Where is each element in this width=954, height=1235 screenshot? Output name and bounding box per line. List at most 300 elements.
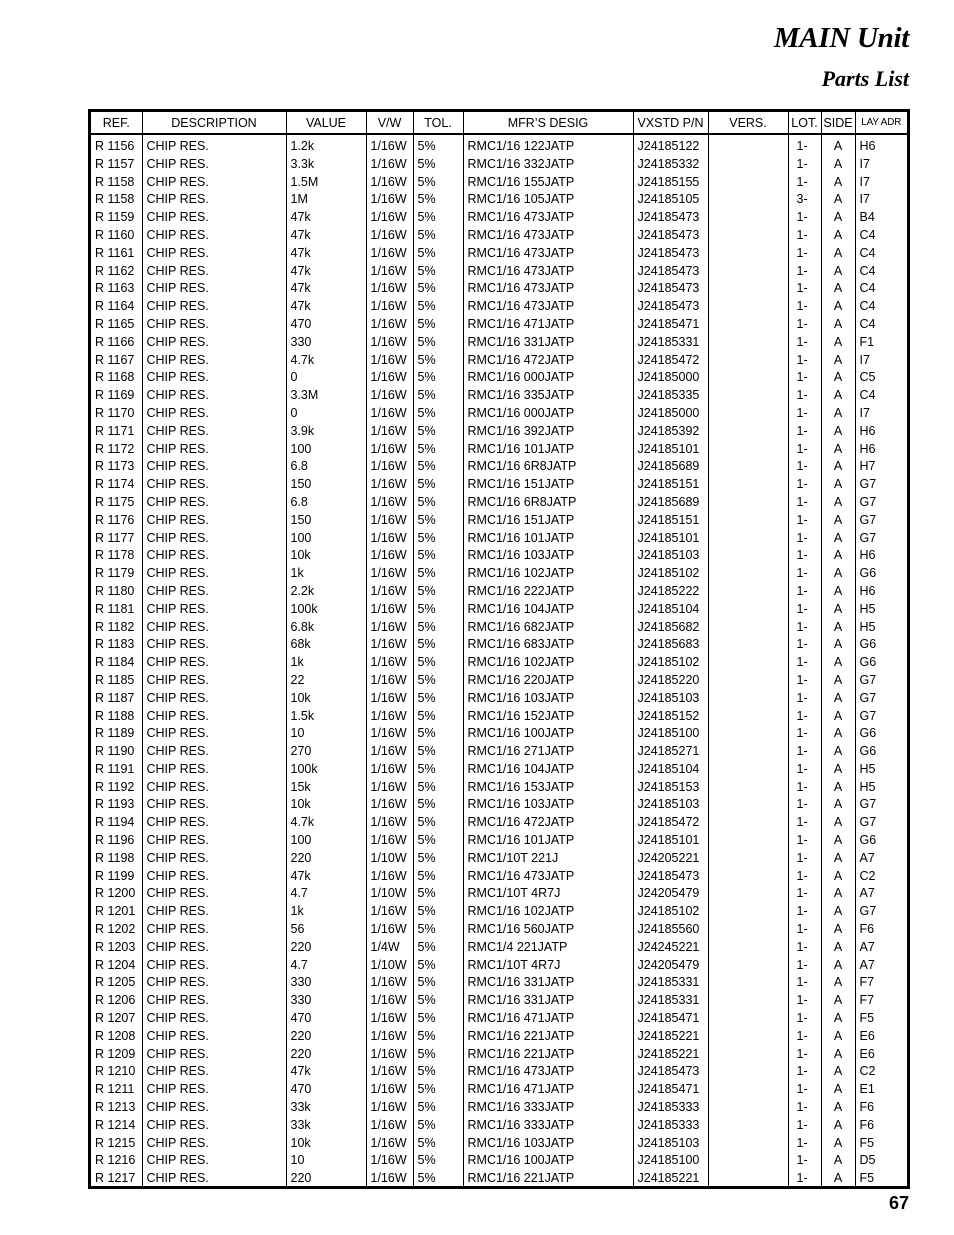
ref-cell: R 1205 bbox=[95, 975, 136, 990]
vw-cell: 1/16W bbox=[366, 814, 413, 832]
lay-adr-cell: F7 bbox=[855, 974, 907, 992]
value-cell: 100k bbox=[286, 761, 366, 779]
mfr-desig-cell: RMC1/16 153JATP bbox=[463, 779, 633, 797]
mfr-desig-cell: RMC1/16 101JATP bbox=[463, 832, 633, 850]
description-cell: CHIP RES. bbox=[142, 636, 286, 654]
ref-cell: R 1203 bbox=[95, 939, 136, 954]
side-cell: A bbox=[821, 405, 855, 423]
vw-cell: 1/16W bbox=[366, 565, 413, 583]
side-cell: A bbox=[821, 1117, 855, 1135]
value-cell: 56 bbox=[286, 921, 366, 939]
vw-cell: 1/16W bbox=[366, 832, 413, 850]
lay-adr-cell: H7 bbox=[855, 458, 907, 476]
vers-cell bbox=[708, 761, 788, 779]
mfr-desig-cell: RMC1/16 221JATP bbox=[463, 1028, 633, 1046]
lot-cell: 1- bbox=[788, 245, 821, 263]
side-cell: A bbox=[821, 156, 855, 174]
side-cell: A bbox=[821, 708, 855, 726]
mfr-desig-cell: RMC1/16 000JATP bbox=[463, 405, 633, 423]
vxstd-pn-cell: J24185471 bbox=[633, 316, 708, 334]
vers-cell bbox=[708, 530, 788, 548]
mfr-desig-cell: RMC1/16 473JATP bbox=[463, 298, 633, 316]
value-cell: 470 bbox=[286, 1010, 366, 1028]
vers-cell bbox=[708, 1099, 788, 1117]
lot-cell: 1- bbox=[788, 868, 821, 886]
ref-cell: R 1159 bbox=[95, 210, 135, 225]
mfr-desig-cell: RMC1/16 682JATP bbox=[463, 619, 633, 637]
vw-cell: 1/16W bbox=[366, 725, 413, 743]
column-header-vxstd-pn: VXSTD P/N bbox=[633, 112, 708, 134]
value-cell: 47k bbox=[286, 868, 366, 886]
value-cell: 47k bbox=[286, 263, 366, 281]
ref-cell: R 1169 bbox=[95, 388, 135, 403]
lay-adr-cell: F6 bbox=[855, 1117, 907, 1135]
vers-cell bbox=[708, 458, 788, 476]
side-cell: A bbox=[821, 316, 855, 334]
tol-cell: 5% bbox=[413, 708, 463, 726]
vxstd-pn-cell: J24185101 bbox=[633, 530, 708, 548]
tol-cell: 5% bbox=[413, 814, 463, 832]
mfr-desig-cell: RMC1/16 473JATP bbox=[463, 1063, 633, 1081]
vw-cell: 1/16W bbox=[366, 245, 413, 263]
ref-cell: R 1162 bbox=[95, 263, 135, 278]
vxstd-pn-cell: J24185104 bbox=[633, 601, 708, 619]
tol-cell: 5% bbox=[413, 636, 463, 654]
value-cell: 220 bbox=[286, 1046, 366, 1064]
side-cell: A bbox=[821, 298, 855, 316]
lot-cell: 1- bbox=[788, 636, 821, 654]
tol-cell: 5% bbox=[413, 619, 463, 637]
vw-cell: 1/16W bbox=[366, 369, 413, 387]
column-header-mfr-desig: MFR’S DESIG bbox=[463, 112, 633, 134]
mfr-desig-cell: RMC1/16 151JATP bbox=[463, 512, 633, 530]
side-cell: A bbox=[821, 903, 855, 921]
vers-cell bbox=[708, 369, 788, 387]
description-cell: CHIP RES. bbox=[142, 583, 286, 601]
value-cell: 3.3k bbox=[286, 156, 366, 174]
lot-cell: 1- bbox=[788, 690, 821, 708]
mfr-desig-cell: RMC1/10T 4R7J bbox=[463, 957, 633, 975]
vw-cell: 1/16W bbox=[366, 974, 413, 992]
vxstd-pn-cell: J24185471 bbox=[633, 1010, 708, 1028]
side-cell: A bbox=[821, 174, 855, 192]
table-row bbox=[91, 280, 907, 298]
column-header-lot: LOT. bbox=[788, 112, 821, 134]
vxstd-pn-cell: J24185221 bbox=[633, 1170, 708, 1188]
mfr-desig-cell: RMC1/16 473JATP bbox=[463, 263, 633, 281]
column-header-value: VALUE bbox=[286, 112, 366, 134]
mfr-desig-cell: RMC1/10T 221J bbox=[463, 850, 633, 868]
value-cell: 6.8 bbox=[286, 458, 366, 476]
vers-cell bbox=[708, 209, 788, 227]
ref-cell: R 1200 bbox=[95, 886, 136, 901]
mfr-desig-cell: RMC1/16 221JATP bbox=[463, 1170, 633, 1188]
description-cell: CHIP RES. bbox=[142, 316, 286, 334]
vw-cell: 1/16W bbox=[366, 423, 413, 441]
value-cell: 220 bbox=[286, 1170, 366, 1188]
table-row bbox=[91, 209, 907, 227]
vxstd-pn-cell: J24185333 bbox=[633, 1099, 708, 1117]
lay-adr-cell: H6 bbox=[855, 423, 907, 441]
vw-cell: 1/16W bbox=[366, 405, 413, 423]
vxstd-pn-cell: J24185151 bbox=[633, 476, 708, 494]
value-cell: 330 bbox=[286, 974, 366, 992]
vers-cell bbox=[708, 672, 788, 690]
column-header-lay-adr: LAY ADR bbox=[855, 112, 907, 134]
value-cell: 15k bbox=[286, 779, 366, 797]
mfr-desig-cell: RMC1/16 472JATP bbox=[463, 352, 633, 370]
vers-cell bbox=[708, 921, 788, 939]
vers-cell bbox=[708, 1170, 788, 1188]
description-cell: CHIP RES. bbox=[142, 547, 286, 565]
tol-cell: 5% bbox=[413, 1063, 463, 1081]
lay-adr-cell: G7 bbox=[855, 672, 907, 690]
mfr-desig-cell: RMC1/16 560JATP bbox=[463, 921, 633, 939]
ref-cell: R 1189 bbox=[95, 726, 135, 741]
vw-cell: 1/16W bbox=[366, 1152, 413, 1170]
side-cell: A bbox=[821, 334, 855, 352]
description-cell: CHIP RES. bbox=[142, 885, 286, 903]
side-cell: A bbox=[821, 512, 855, 530]
mfr-desig-cell: RMC1/16 100JATP bbox=[463, 1152, 633, 1170]
lay-adr-cell: I7 bbox=[855, 352, 907, 370]
vw-cell: 1/10W bbox=[366, 885, 413, 903]
table-row bbox=[91, 1170, 907, 1188]
ref-cell: R 1172 bbox=[95, 441, 135, 456]
vxstd-pn-cell: J24185220 bbox=[633, 672, 708, 690]
description-cell: CHIP RES. bbox=[142, 1099, 286, 1117]
tol-cell: 5% bbox=[413, 1046, 463, 1064]
vers-cell bbox=[708, 583, 788, 601]
description-cell: CHIP RES. bbox=[142, 672, 286, 690]
tol-cell: 5% bbox=[413, 903, 463, 921]
lot-cell: 1- bbox=[788, 779, 821, 797]
ref-cell: R 1190 bbox=[95, 744, 135, 759]
lay-adr-cell: C4 bbox=[855, 227, 907, 245]
vers-cell bbox=[708, 352, 788, 370]
lot-cell: 1- bbox=[788, 921, 821, 939]
description-cell: CHIP RES. bbox=[142, 1028, 286, 1046]
tol-cell: 5% bbox=[413, 245, 463, 263]
ref-cell: R 1213 bbox=[95, 1100, 136, 1115]
lay-adr-cell: C4 bbox=[855, 280, 907, 298]
description-cell: CHIP RES. bbox=[142, 441, 286, 459]
lot-cell: 1- bbox=[788, 280, 821, 298]
mfr-desig-cell: RMC1/16 271JATP bbox=[463, 743, 633, 761]
table-row bbox=[91, 903, 907, 921]
mfr-desig-cell: RMC1/16 683JATP bbox=[463, 636, 633, 654]
lay-adr-cell: F1 bbox=[855, 334, 907, 352]
vers-cell bbox=[708, 1117, 788, 1135]
lay-adr-cell: C4 bbox=[855, 245, 907, 263]
mfr-desig-cell: RMC1/16 151JATP bbox=[463, 476, 633, 494]
lot-cell: 3- bbox=[788, 191, 821, 209]
side-cell: A bbox=[821, 134, 855, 156]
mfr-desig-cell: RMC1/16 473JATP bbox=[463, 245, 633, 263]
lot-cell: 1- bbox=[788, 743, 821, 761]
ref-cell: R 1216 bbox=[95, 1153, 136, 1168]
ref-cell: R 1180 bbox=[95, 583, 135, 598]
ref-cell: R 1158 bbox=[95, 174, 135, 189]
vers-cell bbox=[708, 191, 788, 209]
side-cell: A bbox=[821, 209, 855, 227]
table-row bbox=[91, 654, 907, 672]
vw-cell: 1/16W bbox=[366, 796, 413, 814]
tol-cell: 5% bbox=[413, 405, 463, 423]
ref-cell: R 1182 bbox=[95, 619, 135, 634]
description-cell: CHIP RES. bbox=[142, 423, 286, 441]
vers-cell bbox=[708, 334, 788, 352]
vers-cell bbox=[708, 134, 788, 156]
vxstd-pn-cell: J24205479 bbox=[633, 957, 708, 975]
ref-cell: R 1207 bbox=[95, 1011, 136, 1026]
lot-cell: 1- bbox=[788, 134, 821, 156]
column-header-ref: REF. bbox=[91, 112, 142, 134]
vw-cell: 1/16W bbox=[366, 263, 413, 281]
mfr-desig-cell: RMC1/16 000JATP bbox=[463, 369, 633, 387]
side-cell: A bbox=[821, 868, 855, 886]
vw-cell: 1/16W bbox=[366, 280, 413, 298]
value-cell: 100 bbox=[286, 441, 366, 459]
table-row bbox=[91, 796, 907, 814]
table-row bbox=[91, 619, 907, 637]
ref-cell: R 1168 bbox=[95, 370, 135, 385]
table-row bbox=[91, 868, 907, 886]
vxstd-pn-cell: J24185103 bbox=[633, 690, 708, 708]
side-cell: A bbox=[821, 565, 855, 583]
lay-adr-cell: H6 bbox=[855, 134, 907, 156]
description-cell: CHIP RES. bbox=[142, 601, 286, 619]
lot-cell: 1- bbox=[788, 405, 821, 423]
description-cell: CHIP RES. bbox=[142, 992, 286, 1010]
vxstd-pn-cell: J24185221 bbox=[633, 1046, 708, 1064]
ref-cell: R 1204 bbox=[95, 957, 136, 972]
value-cell: 10k bbox=[286, 547, 366, 565]
table-row bbox=[91, 245, 907, 263]
value-cell: 330 bbox=[286, 992, 366, 1010]
ref-cell: R 1175 bbox=[95, 494, 135, 509]
parts-table bbox=[91, 112, 907, 1188]
tol-cell: 5% bbox=[413, 832, 463, 850]
value-cell: 1.2k bbox=[286, 134, 366, 156]
ref-cell: R 1171 bbox=[95, 423, 135, 438]
vw-cell: 1/16W bbox=[366, 761, 413, 779]
ref-cell: R 1163 bbox=[95, 281, 135, 296]
side-cell: A bbox=[821, 1010, 855, 1028]
description-cell: CHIP RES. bbox=[142, 352, 286, 370]
tol-cell: 5% bbox=[413, 441, 463, 459]
value-cell: 1k bbox=[286, 903, 366, 921]
lot-cell: 1- bbox=[788, 1152, 821, 1170]
lot-cell: 1- bbox=[788, 209, 821, 227]
side-cell: A bbox=[821, 654, 855, 672]
side-cell: A bbox=[821, 191, 855, 209]
lot-cell: 1- bbox=[788, 369, 821, 387]
vw-cell: 1/16W bbox=[366, 868, 413, 886]
ref-cell: R 1176 bbox=[95, 512, 135, 527]
vxstd-pn-cell: J24185100 bbox=[633, 725, 708, 743]
value-cell: 47k bbox=[286, 209, 366, 227]
table-row bbox=[91, 725, 907, 743]
side-cell: A bbox=[821, 957, 855, 975]
value-cell: 2.2k bbox=[286, 583, 366, 601]
description-cell: CHIP RES. bbox=[142, 156, 286, 174]
vw-cell: 1/16W bbox=[366, 690, 413, 708]
description-cell: CHIP RES. bbox=[142, 530, 286, 548]
ref-cell: R 1185 bbox=[95, 672, 135, 687]
vxstd-pn-cell: J24185000 bbox=[633, 369, 708, 387]
ref-cell: R 1174 bbox=[95, 477, 135, 492]
lay-adr-cell: G6 bbox=[855, 832, 907, 850]
ref-cell: R 1192 bbox=[95, 779, 135, 794]
lay-adr-cell: G6 bbox=[855, 654, 907, 672]
ref-cell: R 1161 bbox=[95, 245, 135, 260]
side-cell: A bbox=[821, 1170, 855, 1188]
vxstd-pn-cell: J24185102 bbox=[633, 903, 708, 921]
description-cell: CHIP RES. bbox=[142, 921, 286, 939]
value-cell: 270 bbox=[286, 743, 366, 761]
table-row bbox=[91, 352, 907, 370]
vw-cell: 1/16W bbox=[366, 530, 413, 548]
mfr-desig-cell: RMC1/16 332JATP bbox=[463, 156, 633, 174]
vw-cell: 1/16W bbox=[366, 743, 413, 761]
tol-cell: 5% bbox=[413, 530, 463, 548]
vers-cell bbox=[708, 1063, 788, 1081]
mfr-desig-cell: RMC1/16 104JATP bbox=[463, 761, 633, 779]
vers-cell bbox=[708, 992, 788, 1010]
tol-cell: 5% bbox=[413, 334, 463, 352]
vw-cell: 1/16W bbox=[366, 708, 413, 726]
mfr-desig-cell: RMC1/16 100JATP bbox=[463, 725, 633, 743]
lay-adr-cell: G7 bbox=[855, 530, 907, 548]
table-row bbox=[91, 601, 907, 619]
column-header-description: DESCRIPTION bbox=[142, 112, 286, 134]
tol-cell: 5% bbox=[413, 974, 463, 992]
description-cell: CHIP RES. bbox=[142, 957, 286, 975]
vers-cell bbox=[708, 405, 788, 423]
vers-cell bbox=[708, 619, 788, 637]
table-row bbox=[91, 512, 907, 530]
ref-cell: R 1165 bbox=[95, 316, 135, 331]
ref-cell: R 1201 bbox=[95, 904, 136, 919]
value-cell: 100 bbox=[286, 530, 366, 548]
vw-cell: 1/16W bbox=[366, 298, 413, 316]
lot-cell: 1- bbox=[788, 1170, 821, 1188]
lot-cell: 1- bbox=[788, 476, 821, 494]
tol-cell: 5% bbox=[413, 654, 463, 672]
vxstd-pn-cell: J24185473 bbox=[633, 209, 708, 227]
vxstd-pn-cell: J24185335 bbox=[633, 387, 708, 405]
value-cell: 1k bbox=[286, 654, 366, 672]
side-cell: A bbox=[821, 832, 855, 850]
lay-adr-cell: G6 bbox=[855, 725, 907, 743]
lay-adr-cell: D5 bbox=[855, 1152, 907, 1170]
side-cell: A bbox=[821, 369, 855, 387]
side-cell: A bbox=[821, 779, 855, 797]
vw-cell: 1/16W bbox=[366, 1117, 413, 1135]
vw-cell: 1/16W bbox=[366, 387, 413, 405]
ref-cell: R 1156 bbox=[95, 139, 135, 153]
description-cell: CHIP RES. bbox=[142, 565, 286, 583]
table-row bbox=[91, 832, 907, 850]
value-cell: 6.8k bbox=[286, 619, 366, 637]
vw-cell: 1/16W bbox=[366, 992, 413, 1010]
ref-cell: R 1198 bbox=[95, 850, 135, 865]
vers-cell bbox=[708, 725, 788, 743]
ref-cell: R 1187 bbox=[95, 690, 135, 705]
vxstd-pn-cell: J24185682 bbox=[633, 619, 708, 637]
vxstd-pn-cell: J24185689 bbox=[633, 458, 708, 476]
vers-cell bbox=[708, 174, 788, 192]
ref-cell: R 1191 bbox=[95, 761, 135, 776]
value-cell: 47k bbox=[286, 280, 366, 298]
vers-cell bbox=[708, 512, 788, 530]
vw-cell: 1/16W bbox=[366, 209, 413, 227]
tol-cell: 5% bbox=[413, 280, 463, 298]
lot-cell: 1- bbox=[788, 263, 821, 281]
tol-cell: 5% bbox=[413, 547, 463, 565]
lay-adr-cell: G6 bbox=[855, 743, 907, 761]
description-cell: CHIP RES. bbox=[142, 796, 286, 814]
vw-cell: 1/16W bbox=[366, 352, 413, 370]
tol-cell: 5% bbox=[413, 352, 463, 370]
vxstd-pn-cell: J24185152 bbox=[633, 708, 708, 726]
table-row bbox=[91, 672, 907, 690]
table-row bbox=[91, 761, 907, 779]
table-row bbox=[91, 1028, 907, 1046]
vers-cell bbox=[708, 1046, 788, 1064]
tol-cell: 5% bbox=[413, 512, 463, 530]
value-cell: 4.7 bbox=[286, 957, 366, 975]
vers-cell bbox=[708, 441, 788, 459]
vxstd-pn-cell: J24185221 bbox=[633, 1028, 708, 1046]
vers-cell bbox=[708, 690, 788, 708]
lay-adr-cell: B4 bbox=[855, 209, 907, 227]
vers-cell bbox=[708, 939, 788, 957]
vxstd-pn-cell: J24185103 bbox=[633, 1135, 708, 1153]
value-cell: 4.7k bbox=[286, 352, 366, 370]
tol-cell: 5% bbox=[413, 494, 463, 512]
lay-adr-cell: F5 bbox=[855, 1010, 907, 1028]
vw-cell: 1/16W bbox=[366, 441, 413, 459]
lay-adr-cell: G7 bbox=[855, 690, 907, 708]
tol-cell: 5% bbox=[413, 690, 463, 708]
value-cell: 33k bbox=[286, 1117, 366, 1135]
side-cell: A bbox=[821, 387, 855, 405]
description-cell: CHIP RES. bbox=[142, 850, 286, 868]
table-row bbox=[91, 690, 907, 708]
page-title: MAIN Unit bbox=[773, 22, 909, 54]
lot-cell: 1- bbox=[788, 316, 821, 334]
side-cell: A bbox=[821, 530, 855, 548]
mfr-desig-cell: RMC1/4 221JATP bbox=[463, 939, 633, 957]
lay-adr-cell: H5 bbox=[855, 619, 907, 637]
side-cell: A bbox=[821, 1135, 855, 1153]
ref-cell: R 1209 bbox=[95, 1046, 136, 1061]
description-cell: CHIP RES. bbox=[142, 1046, 286, 1064]
vers-cell bbox=[708, 885, 788, 903]
tol-cell: 5% bbox=[413, 761, 463, 779]
mfr-desig-cell: RMC1/16 122JATP bbox=[463, 134, 633, 156]
lot-cell: 1- bbox=[788, 761, 821, 779]
lot-cell: 1- bbox=[788, 1081, 821, 1099]
vw-cell: 1/16W bbox=[366, 654, 413, 672]
vw-cell: 1/4W bbox=[366, 939, 413, 957]
lot-cell: 1- bbox=[788, 565, 821, 583]
vers-cell bbox=[708, 957, 788, 975]
lot-cell: 1- bbox=[788, 903, 821, 921]
table-row bbox=[91, 636, 907, 654]
